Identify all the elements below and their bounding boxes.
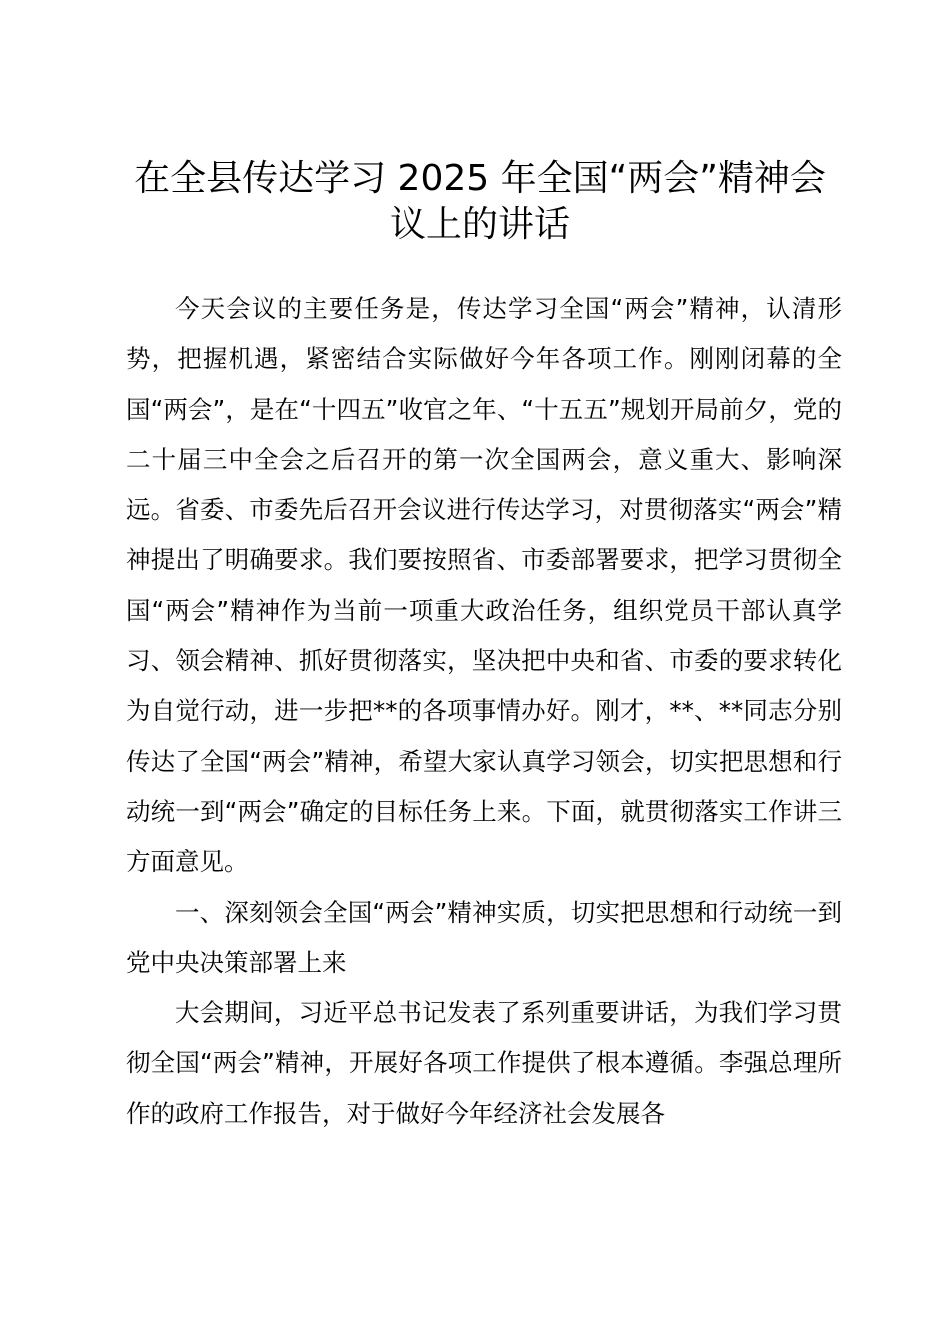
body-paragraph-section-1: 大会期间，习近平总书记发表了系列重要讲话，为我们学习贯彻全国“两会”精神，开展好各项工作提供了根本遵循。李强总理所作的政府工作报告，对于做好今年经济社会发展各 bbox=[126, 998, 842, 1128]
body-paragraph-intro: 今天会议的主要任务是，传达学习全国“两会”精神，认清形势，把握机遇，紧密结合实际做好今年各项工作。刚刚闭幕的全国“两会”，是在“十四五”收官之年、“十五五”规划开局前夕，党的二十届三中全会之后召开的第一次全国两会，意义重大、影响深远。省委、市委先后召开会议进行传达学习，对贯彻落实“两会”精神提出了明确要求。我们要按照省、市委部署要求，把学习贯彻全国“两会”精神作为当前一项重大政治任务，组织党员干部认真学习、领会精神、抓好贯彻落实，坚决把中央和省、市委的要求转化为自觉行动，进一步把**的各项事情办好。刚才，**、**同志分别传达了全国“两会”精神，希望大家认真学习领会，切实把思想和行动统一到“两会”确定的目标任务上来。下面，就贯彻落实工作讲三方面意见。 bbox=[126, 294, 842, 877]
section-heading-1: 一、深刻领会全国“两会”精神实质，切实把思想和行动统一到党中央决策部署上来 bbox=[126, 897, 842, 977]
document-title: 在全县传达学习 2025 年全国“两会”精神会议上的讲话 bbox=[134, 158, 826, 245]
document-body bbox=[126, 284, 842, 1139]
